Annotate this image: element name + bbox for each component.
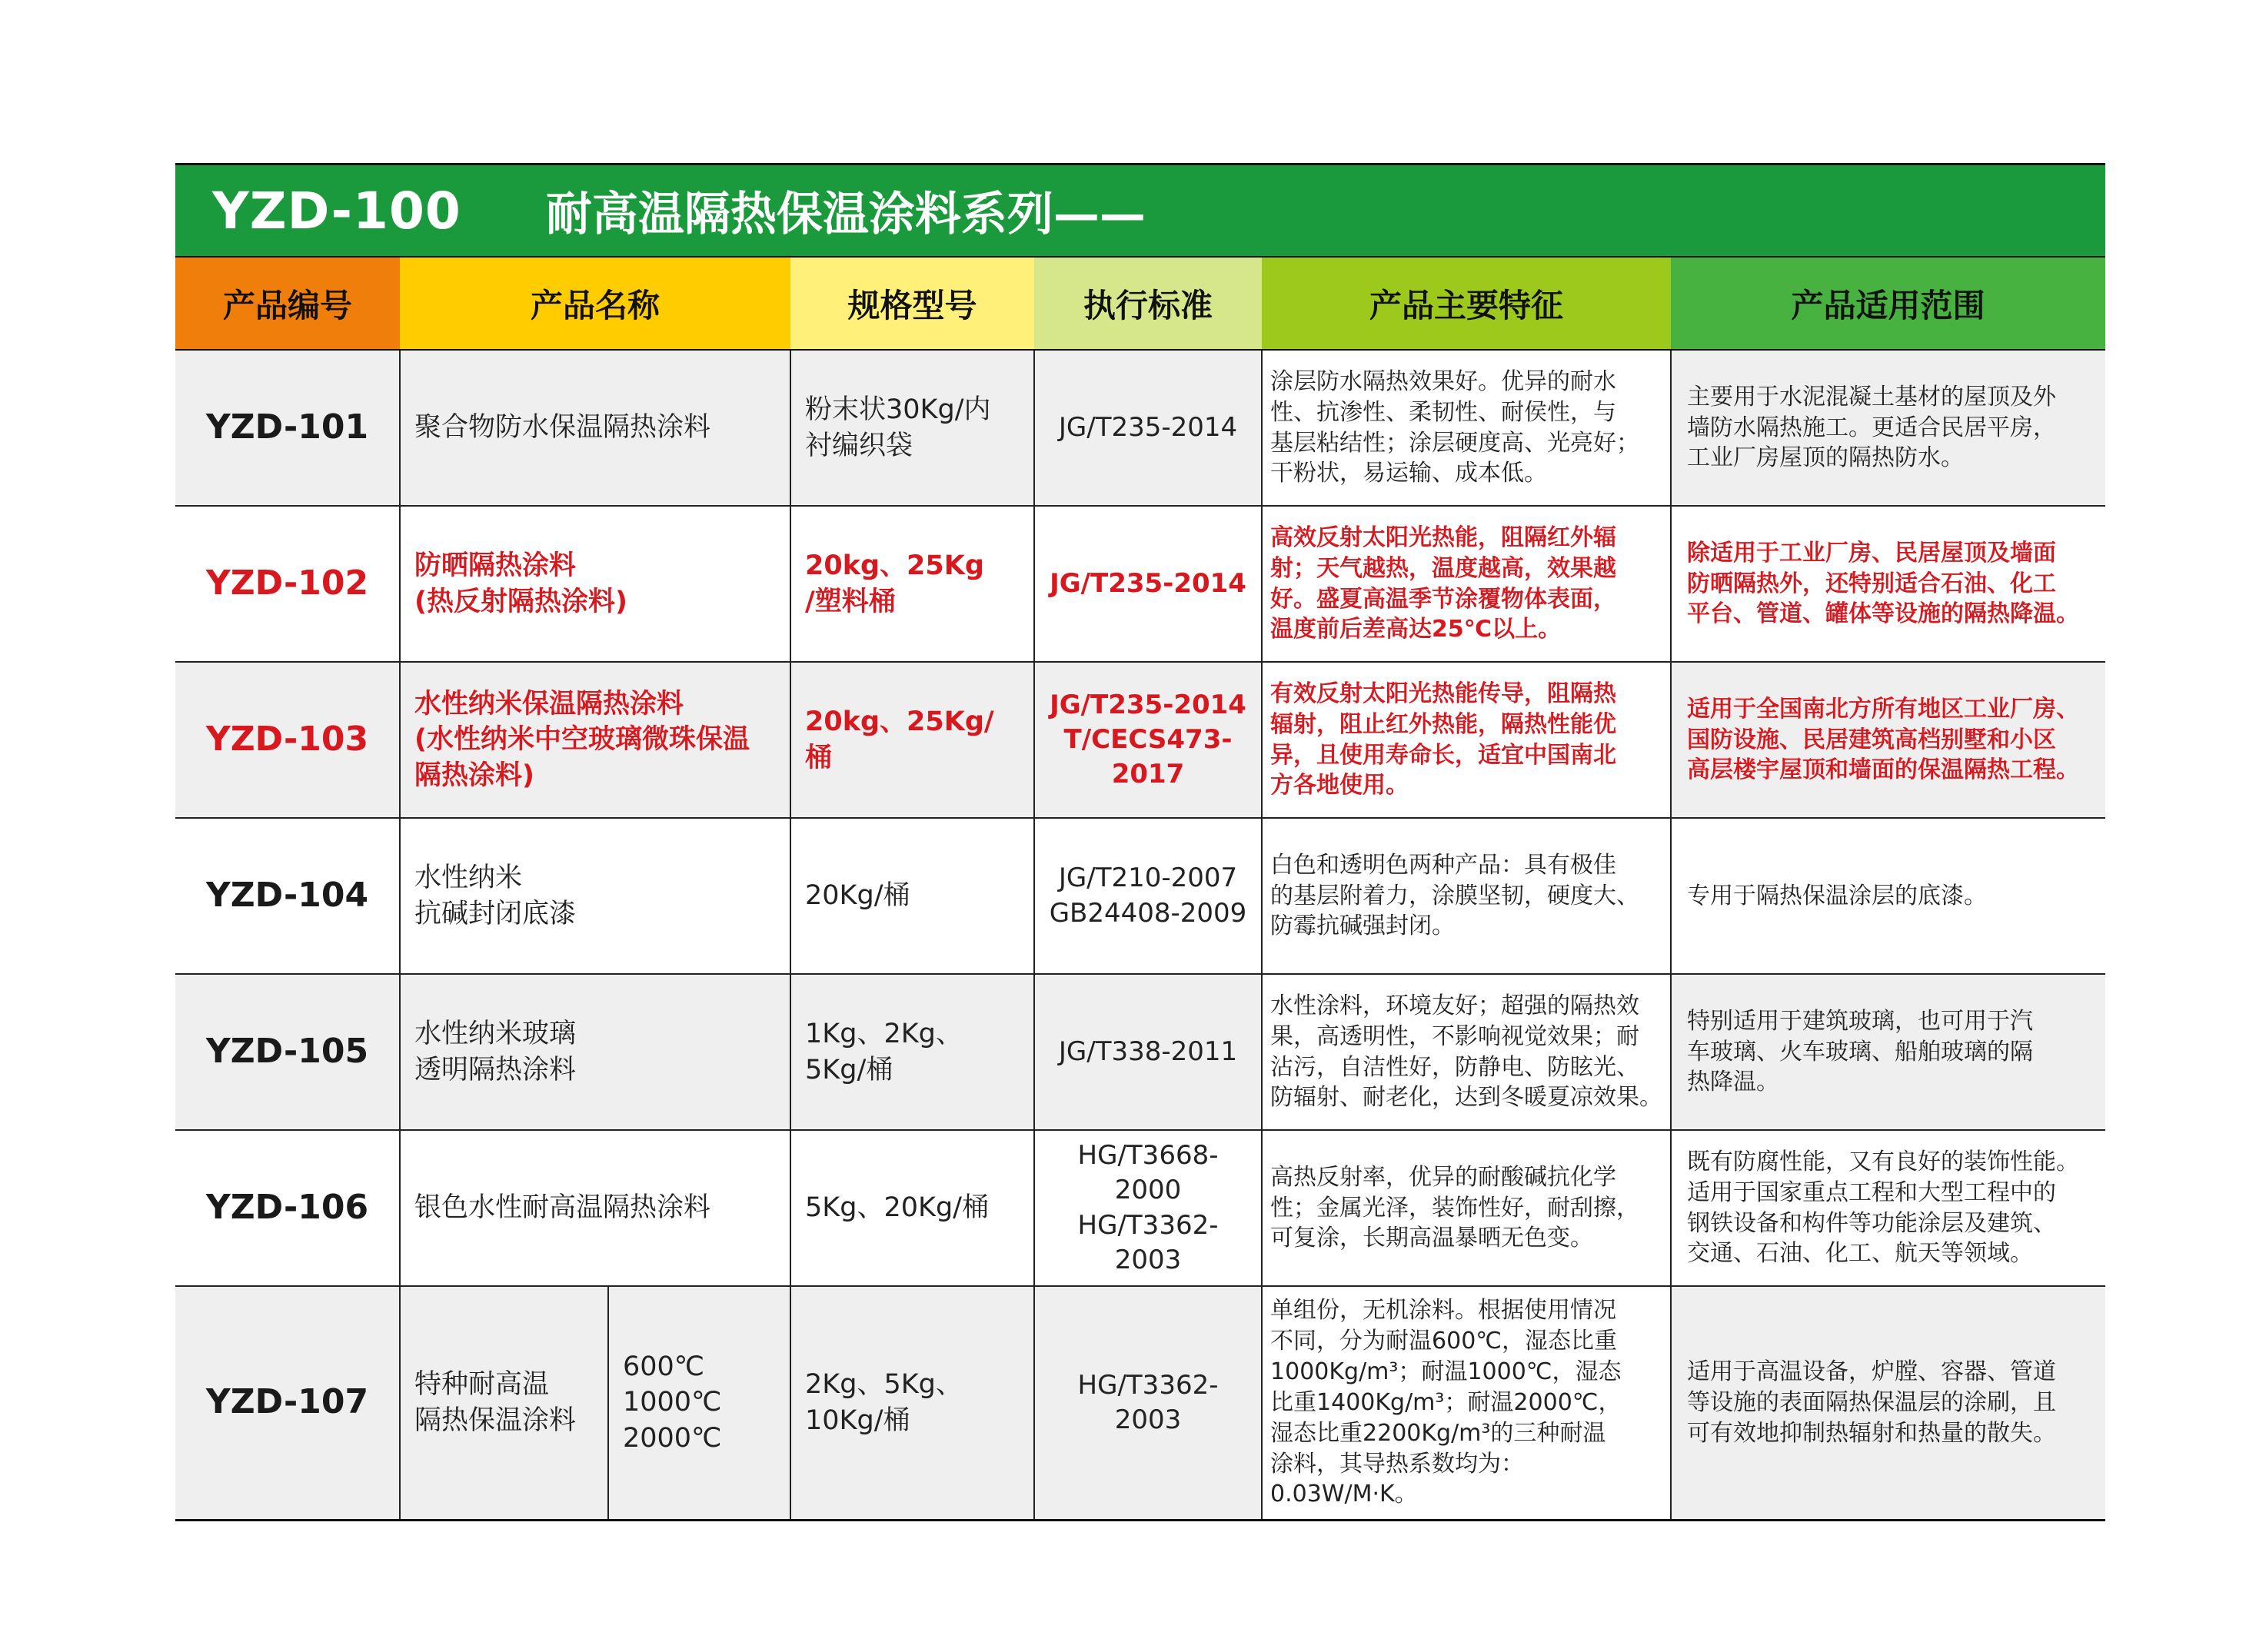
table-row <box>175 350 2105 506</box>
product-name: 银色水性耐高温隔热涂料 <box>400 1130 790 1286</box>
table-row <box>175 974 2105 1130</box>
product-standard: JG/T235-2014 T/CECS473-2017 <box>1034 662 1262 818</box>
product-features: 单组份，无机涂料。根据使用情况 不同，分为耐温600℃，湿态比重 1000Kg/m³；耐温1000℃，湿态 比重1400Kg/m³；耐温2000℃， 湿态比重2200Kg/m³的三种耐温 涂料，其导热系数均为： 0.03W/M·K。 <box>1262 1286 1671 1520</box>
product-name: 防晒隔热涂料 (热反射隔热涂料) <box>400 506 790 662</box>
column-header-code: 产品编号 <box>175 257 400 350</box>
product-spec: 粉末状30Kg/内 衬编织袋 <box>790 350 1034 506</box>
column-header-standard: 执行标准 <box>1034 257 1262 350</box>
product-features: 有效反射太阳光热能传导，阻隔热 辐射，阻止红外热能，隔热性能优 异，且使用寿命长，适宜中国南北 方各地使用。 <box>1262 662 1671 818</box>
series-title-bar <box>175 163 2105 256</box>
product-spec: 1Kg、2Kg、 5Kg/桶 <box>790 974 1034 1130</box>
product-standard: JG/T235-2014 <box>1034 506 1262 662</box>
product-code: YZD-106 <box>175 1130 400 1286</box>
product-code: YZD-107 <box>175 1286 400 1520</box>
table-row <box>175 1130 2105 1286</box>
product-name: 聚合物防水保温隔热涂料 <box>400 350 790 506</box>
product-scope: 适用于全国南北方所有地区工业厂房、 国防设施、民居建筑高档别墅和小区 高层楼宇屋顶和墙面的保温隔热工程。 <box>1671 662 2105 818</box>
product-features: 白色和透明色两种产品：具有极佳 的基层附着力，涂膜坚韧，硬度大、 防霉抗碱强封闭。 <box>1262 818 1671 974</box>
product-features: 高效反射太阳光热能，阻隔红外辐 射；天气越热，温度越高，效果越 好。盛夏高温季节涂覆物体表面， 温度前后差高达25℃以上。 <box>1262 506 1671 662</box>
product-name: 水性纳米保温隔热涂料 (水性纳米中空玻璃微珠保温 隔热涂料) <box>400 662 790 818</box>
product-features: 涂层防水隔热效果好。优异的耐水 性、抗渗性、柔韧性、耐侯性，与 基层粘结性；涂层硬度高、光亮好； 干粉状，易运输、成本低。 <box>1262 350 1671 506</box>
product-scope: 既有防腐性能，又有良好的装饰性能。 适用于国家重点工程和大型工程中的 钢铁设备和构件等功能涂层及建筑、 交通、石油、化工、航天等领域。 <box>1671 1130 2105 1286</box>
product-code: YZD-103 <box>175 662 400 818</box>
product-spec: 20kg、25Kg /塑料桶 <box>790 506 1034 662</box>
product-scope: 特别适用于建筑玻璃，也可用于汽 车玻璃、火车玻璃、船舶玻璃的隔 热降温。 <box>1671 974 2105 1130</box>
series-name: 耐高温隔热保温涂料系列—— <box>545 188 1146 241</box>
temperature-grades: 600℃ 1000℃ 2000℃ <box>608 1286 790 1520</box>
product-code: YZD-105 <box>175 974 400 1130</box>
table-row <box>175 662 2105 818</box>
product-standard: JG/T210-2007 GB24408-2009 <box>1034 818 1262 974</box>
column-header-scope: 产品适用范围 <box>1671 257 2105 350</box>
product-code: YZD-102 <box>175 506 400 662</box>
product-sheet <box>175 163 2105 1521</box>
column-header-row <box>175 257 2105 350</box>
product-code: YZD-104 <box>175 818 400 974</box>
column-header-features: 产品主要特征 <box>1262 257 1671 350</box>
product-features: 高热反射率，优异的耐酸碱抗化学 性；金属光泽，装饰性好，耐刮擦， 可复涂，长期高温暴晒无色变。 <box>1262 1130 1671 1286</box>
table-row <box>175 1286 2105 1520</box>
product-spec: 5Kg、20Kg/桶 <box>790 1130 1034 1286</box>
table-row <box>175 818 2105 974</box>
product-scope: 除适用于工业厂房、民居屋顶及墙面 防晒隔热外，还特别适合石油、化工 平台、管道、罐体等设施的隔热降温。 <box>1671 506 2105 662</box>
product-name: 特种耐高温 隔热保温涂料 <box>400 1286 608 1520</box>
product-scope: 适用于高温设备，炉膛、容器、管道 等设施的表面隔热保温层的涂刷，且 可有效地抑制热辐射和热量的散失。 <box>1671 1286 2105 1520</box>
product-features: 水性涂料，环境友好；超强的隔热效 果，高透明性，不影响视觉效果；耐 沾污，自洁性好，防静电、防眩光、 防辐射、耐老化，达到冬暖夏凉效果。 <box>1262 974 1671 1130</box>
product-scope: 专用于隔热保温涂层的底漆。 <box>1671 818 2105 974</box>
column-header-name: 产品名称 <box>400 257 790 350</box>
product-standard: JG/T338-2011 <box>1034 974 1262 1130</box>
product-standard: HG/T3362-2003 <box>1034 1286 1262 1520</box>
column-header-spec: 规格型号 <box>790 257 1034 350</box>
product-scope: 主要用于水泥混凝土基材的屋顶及外 墙防水隔热施工。更适合民居平房， 工业厂房屋顶的隔热防水。 <box>1671 350 2105 506</box>
table-row <box>175 506 2105 662</box>
product-spec: 20kg、25Kg/桶 <box>790 662 1034 818</box>
series-code: YZD-100 <box>212 181 461 241</box>
product-code: YZD-101 <box>175 350 400 506</box>
product-spec: 2Kg、5Kg、 10Kg/桶 <box>790 1286 1034 1520</box>
product-spec: 20Kg/桶 <box>790 818 1034 974</box>
product-name: 水性纳米 抗碱封闭底漆 <box>400 818 790 974</box>
product-standard: JG/T235-2014 <box>1034 350 1262 506</box>
product-name: 水性纳米玻璃 透明隔热涂料 <box>400 974 790 1130</box>
product-standard: HG/T3668-2000 HG/T3362-2003 <box>1034 1130 1262 1286</box>
product-table <box>175 256 2105 1521</box>
